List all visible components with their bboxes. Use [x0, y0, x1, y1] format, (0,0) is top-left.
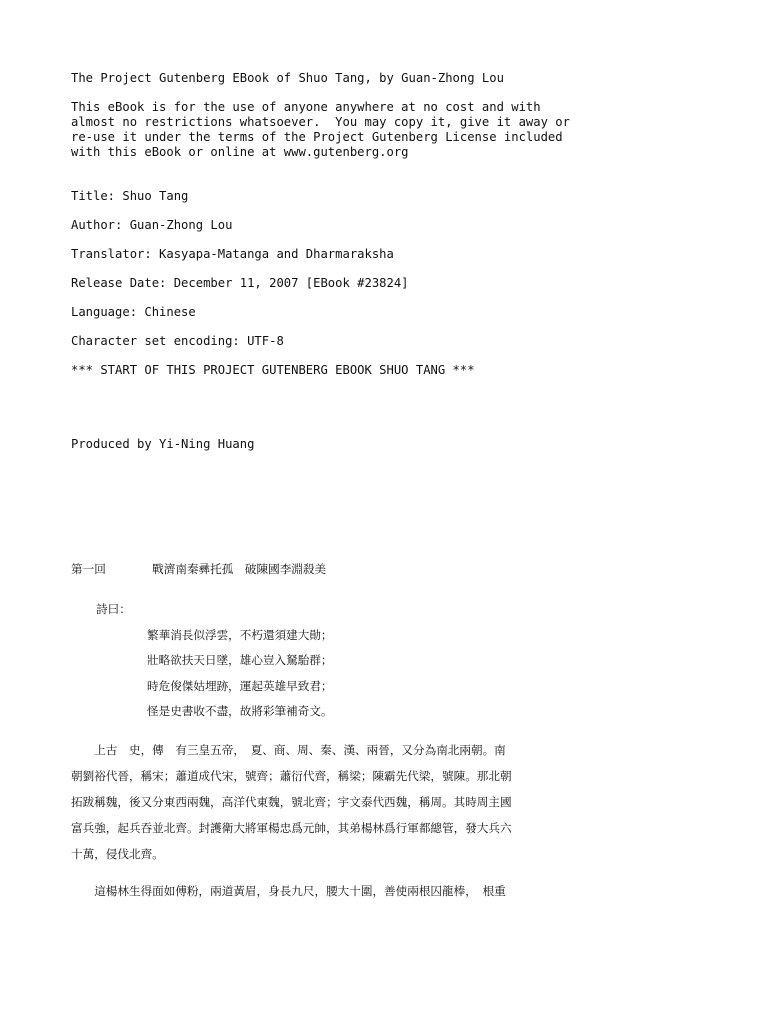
meta-encoding: Character set encoding: UTF-8 — [71, 334, 284, 348]
poem-line-1: 繁華消長似浮雲，不朽還須建大勛； — [147, 628, 333, 642]
paragraph-1-line-2: 朝劉裕代晉，稱宋；蕭道成代宋，號齊；蕭衍代齊，稱梁；陳霸先代梁，號陳。那北朝 — [71, 769, 512, 783]
meta-translator: Translator: Kasyapa-Matanga and Dharmaraksha — [71, 247, 394, 261]
meta-title: Title: Shuo Tang — [71, 189, 189, 203]
producer-credit: Produced by Yi-Ning Huang — [71, 437, 255, 451]
poem-line-4: 怪是史書收不盡，故將彩筆補奇文。 — [147, 704, 333, 718]
paragraph-1-line-5: 十萬，侵伐北齊。 — [71, 847, 164, 861]
paragraph-1-line-4: 富兵強，起兵吞並北齊。封護衛大將軍楊忠爲元帥，其弟楊林爲行軍都總管，發大兵六 — [71, 821, 512, 835]
meta-release-date: Release Date: December 11, 2007 [EBook #23824] — [71, 276, 409, 290]
meta-language: Language: Chinese — [71, 305, 196, 319]
poem-line-2: 壯略欲扶天日墜，雄心豈入駑駘群； — [147, 653, 333, 667]
poem-intro: 詩曰： — [96, 602, 131, 616]
ebook-header-line: The Project Gutenberg EBook of Shuo Tang, by Guan-Zhong Lou — [71, 71, 504, 85]
license-line-2: almost no restrictions whatsoever. You may copy it, give it away or — [71, 115, 570, 129]
start-marker: *** START OF THIS PROJECT GUTENBERG EBOOK SHUO TANG *** — [71, 363, 475, 377]
chapter-paragraph-2 — [71, 883, 551, 909]
meta-author: Author: Guan-Zhong Lou — [71, 218, 233, 232]
paragraph-2-line-1: 這楊林生得面如傅粉，兩道黃眉，身長九尺，腰大十圍，善使兩根囚龍棒， 根重 — [71, 884, 506, 898]
paragraph-1-line-1: 上古 史，傳 有三皇五帝， 夏、商、周、秦、漢、兩晉，又分為南北兩朝。南 — [71, 743, 506, 757]
poem-line-3: 時危俊傑姑埋跡，運起英雄早致君； — [147, 679, 333, 693]
chapter-paragraph-1 — [71, 742, 551, 872]
license-line-1: This eBook is for the use of anyone anywhere at no cost and with — [71, 100, 541, 114]
paragraph-1-line-3: 拓跋稱魏，後又分東西兩魏，高洋代東魏，號北齊；宇文泰代西魏，稱周。其時周主國 — [71, 795, 512, 809]
chapter-title: 第一回 戰濟南秦彞托孤 破陳國李淵殺美 — [71, 562, 327, 576]
license-line-3: re-use it under the terms of the Project Gutenberg License included — [71, 130, 563, 144]
license-line-4: with this eBook or online at www.gutenberg.org — [71, 145, 409, 159]
